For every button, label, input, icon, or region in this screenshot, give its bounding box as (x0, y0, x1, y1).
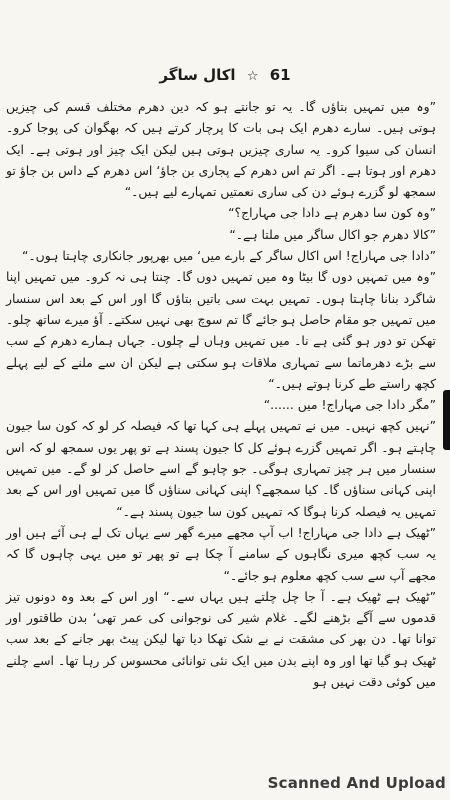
paragraph-5: ”وہ میں تمہیں دوں گا بیٹا وہ میں تمہیں دوں گا۔ چنتا ہی نہ کرو۔ میں تمہیں اپنا شاگرد بنانا چاہتا ہوں۔ تمہیں بہت سی باتیں بتاؤں گا اور اس کے بعد اس سنسار میں تمہیں جو مقام حاصل ہو جائے گا تم سوچ بھی نہیں سکتے۔ آؤ میرے ساتھ چلو۔ تھکن تو دور ہو گئی ہے نا۔ میں تمہیں وہاں لے چلوں۔ جہاں ہمارے دھرم کے سب سے بڑے دھرماتما سے تمہاری ملاقات ہو سکتی ہے لیکن ان سے ملنے کے لیے پہلے کچھ راستے طے کرنا ہوتے ہیں۔“ (6, 269, 436, 391)
book-title: اکال ساگر (159, 66, 236, 84)
page-number: 61 (269, 66, 291, 84)
page-body (6, 96, 436, 692)
paragraph-1: ”وہ میں تمہیں بتاؤں گا۔ یہ تو جانتے ہو کہ دین دھرم مختلف قسم کی چیزیں ہوتی ہیں۔ سارے دھرم ایک ہی بات کا پرچار کرتے ہیں کہ بھگوان کی پوجا کرو۔ انسان کی سیوا کرو۔ یہ ساری چیزیں ہوتی ہیں لیکن ایک چیز اور ہوتی ہے۔ ایک دھرم اور ہوتا ہے۔ اگر تم اس دھرم کے پجاری بن جاؤ‘ اس دھرم کے داس بن جاؤ تو سمجھ لو گزرے ہوئے دن کی ساری نعمتیں تمہارے لیے ہیں۔“ (6, 99, 436, 200)
page-header (0, 66, 450, 84)
paragraph-9: ”ٹھیک ہے ٹھیک ہے۔ آ جا چل چلتے ہیں یہاں سے۔“ اور اس کے بعد وہ دونوں تیز قدموں سے آگے بڑھنے لگے۔ غلام شیر کی نوجوانی کی عمر تھی‘ بدن طاقتور اور توانا تھا۔ دن بھر کی مشقت نے بے شک تھکا دیا تھا لیکن پیٹ بھر جانے کے بعد سب ٹھیک ہو گیا تھا اور وہ اپنے بدن میں ایک نئی توانائی محسوس کر رہا تھا۔ اسے چلنے میں کوئی دقت نہیں ہو (6, 588, 436, 690)
paragraph-2: ”وہ کون سا دھرم ہے دادا جی مہاراج؟“ (228, 205, 436, 221)
paragraph-7: ”نہیں کچھ نہیں۔ میں نے تمہیں پہلے ہی کہا تھا کہ فیصلہ کر لو کہ کون سا جیون چاہتے ہو۔ اگر تمہیں گزرے ہوئے کل کا جیون پسند ہے تو پھر یوں سمجھ لو کہ اس سنسار میں ہر چیز تمہاری ہوگی۔ جو چاہو گے اسے حاصل کر لو گے۔ میں تمہیں اپنی کہانی سناؤں گا۔ کیا سمجھے؟ اپنی کہانی سناؤں گا میں تمہیں اور اس کے بعد تمہیں یہ فیصلہ کرنا ہوگا کہ تمہیں کون سا جیون پسند ہے۔“ (6, 418, 436, 519)
paragraph-6: ”مگر دادا جی مہاراج! میں ......“ (263, 397, 436, 413)
scan-watermark: Scanned And Upload (267, 774, 446, 792)
paragraph-8: ”ٹھیک ہے دادا جی مہاراج! اب آپ مجھے میرے گھر سے یہاں تک لے ہی آئے ہیں اور یہ سب کچھ میری نگاہوں کے سامنے آ چکا ہے تو پھر تو میں یہی چاہوں گا کہ مجھے آپ سے سب کچھ معلوم ہو جائے۔“ (6, 524, 436, 583)
paragraph-3: ”کالا دھرم جو اکال ساگر میں ملتا ہے۔“ (229, 226, 436, 242)
page-edge-mark (443, 390, 450, 450)
star-icon: ☆ (246, 69, 259, 84)
paragraph-4: ”دادا جی مہاراج! اس اکال ساگر کے بارے میں‘ میں بھرپور جانکاری چاہتا ہوں۔“ (21, 248, 436, 264)
